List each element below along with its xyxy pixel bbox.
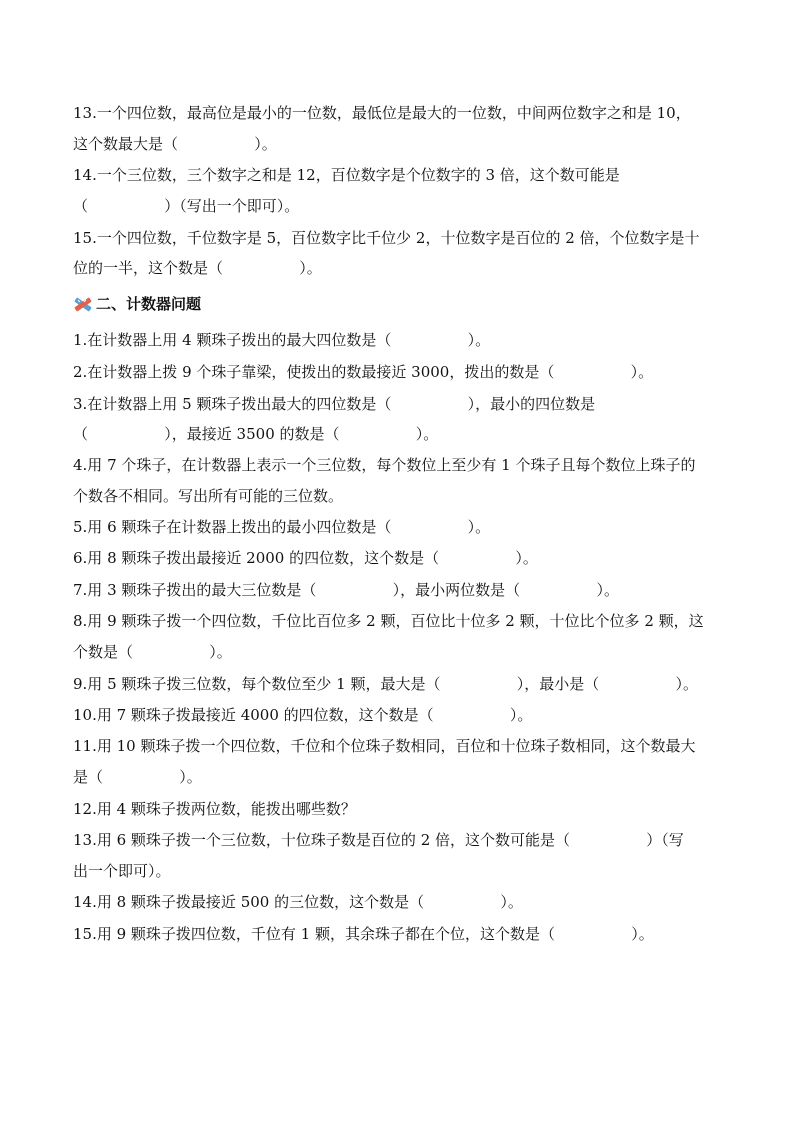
pencil-ruler-icon (72, 295, 94, 313)
counter-question-11-line-1: 11.用 10 颗珠子拨一个四位数，千位和个位珠子数相同，百位和十位珠子数相同，这个数最大 (73, 737, 696, 755)
counter-question-9: 9.用 5 颗珠子拨三位数，每个数位至少 1 颗，最大是（ ），最小是（ ）。 (73, 675, 699, 693)
counter-question-3-line-2: （ ），最接近 3500 的数是（ ）。 (73, 425, 439, 443)
question-15-line-1: 15.一个四位数，千位数字是 5，百位数字比千位少 2，十位数字是百位的 2 倍，个位数字是十 (73, 229, 700, 247)
counter-question-15: 15.用 9 颗珠子拨四位数，千位有 1 颗，其余珠子都在个位，这个数是（ ）。 (73, 925, 654, 943)
counter-question-4-line-1: 4.用 7 个珠子，在计数器上表示一个三位数，每个数位上至少有 1 个珠子且每个数位上珠子的 (73, 456, 696, 474)
counter-question-8-line-2: 个数是（ ）。 (73, 643, 232, 661)
section-title-text: 二、计数器问题 (96, 295, 202, 313)
counter-question-11-line-2: 是（ ）。 (73, 768, 202, 786)
counter-question-14: 14.用 8 颗珠子拨最接近 500 的三位数，这个数是（ ）。 (73, 893, 523, 911)
counter-question-4-line-2: 个数各不相同。写出所有可能的三位数。 (73, 487, 344, 505)
question-15-line-2: 位的一半，这个数是（ ）。 (73, 259, 322, 277)
counter-question-6: 6.用 8 颗珠子拨出最接近 2000 的四位数，这个数是（ ）。 (73, 549, 538, 567)
counter-question-12: 12.用 4 颗珠子拨两位数，能拨出哪些数？ (73, 800, 356, 818)
counter-question-10: 10.用 7 颗珠子拨最接近 4000 的四位数，这个数是（ ）。 (73, 706, 533, 724)
counter-question-2: 2.在计数器上拨 9 个珠子靠梁，使拨出的数最接近 3000，拨出的数是（ ）。 (73, 363, 654, 381)
counter-question-5: 5.用 6 颗珠子在计数器上拨出的最小四位数是（ ）。 (73, 518, 491, 536)
counter-question-7: 7.用 3 颗珠子拨出的最大三位数是（ ），最小两位数是（ ）。 (73, 581, 619, 599)
counter-question-13-line-2: 出一个即可）。 (73, 862, 171, 880)
section-heading (72, 294, 201, 314)
question-14-line-2: （ ）（写出一个即可）。 (73, 197, 300, 215)
question-13-line-1: 13.一个四位数，最高位是最小的一位数，最低位是最大的一位数，中间两位数字之和是 10， (73, 104, 691, 122)
counter-question-8-line-1: 8.用 9 颗珠子拨一个四位数，千位比百位多 2 颗，百位比十位多 2 颗，十位比个位多 2 颗，这 (73, 612, 704, 630)
question-13-line-2: 这个数最大是（ ）。 (73, 135, 277, 153)
question-14-line-1: 14.一个三位数，三个数字之和是 12，百位数字是个位数字的 3 倍，这个数可能是 (73, 166, 620, 184)
counter-question-3-line-1: 3.在计数器上用 5 颗珠子拨出最大的四位数是（ ），最小的四位数是 (73, 395, 596, 413)
counter-question-1: 1.在计数器上用 4 颗珠子拨出的最大四位数是（ ）。 (73, 331, 491, 349)
counter-question-13-line-1: 13.用 6 颗珠子拨一个三位数，十位珠子数是百位的 2 倍，这个数可能是（ ）（写 (73, 831, 684, 849)
